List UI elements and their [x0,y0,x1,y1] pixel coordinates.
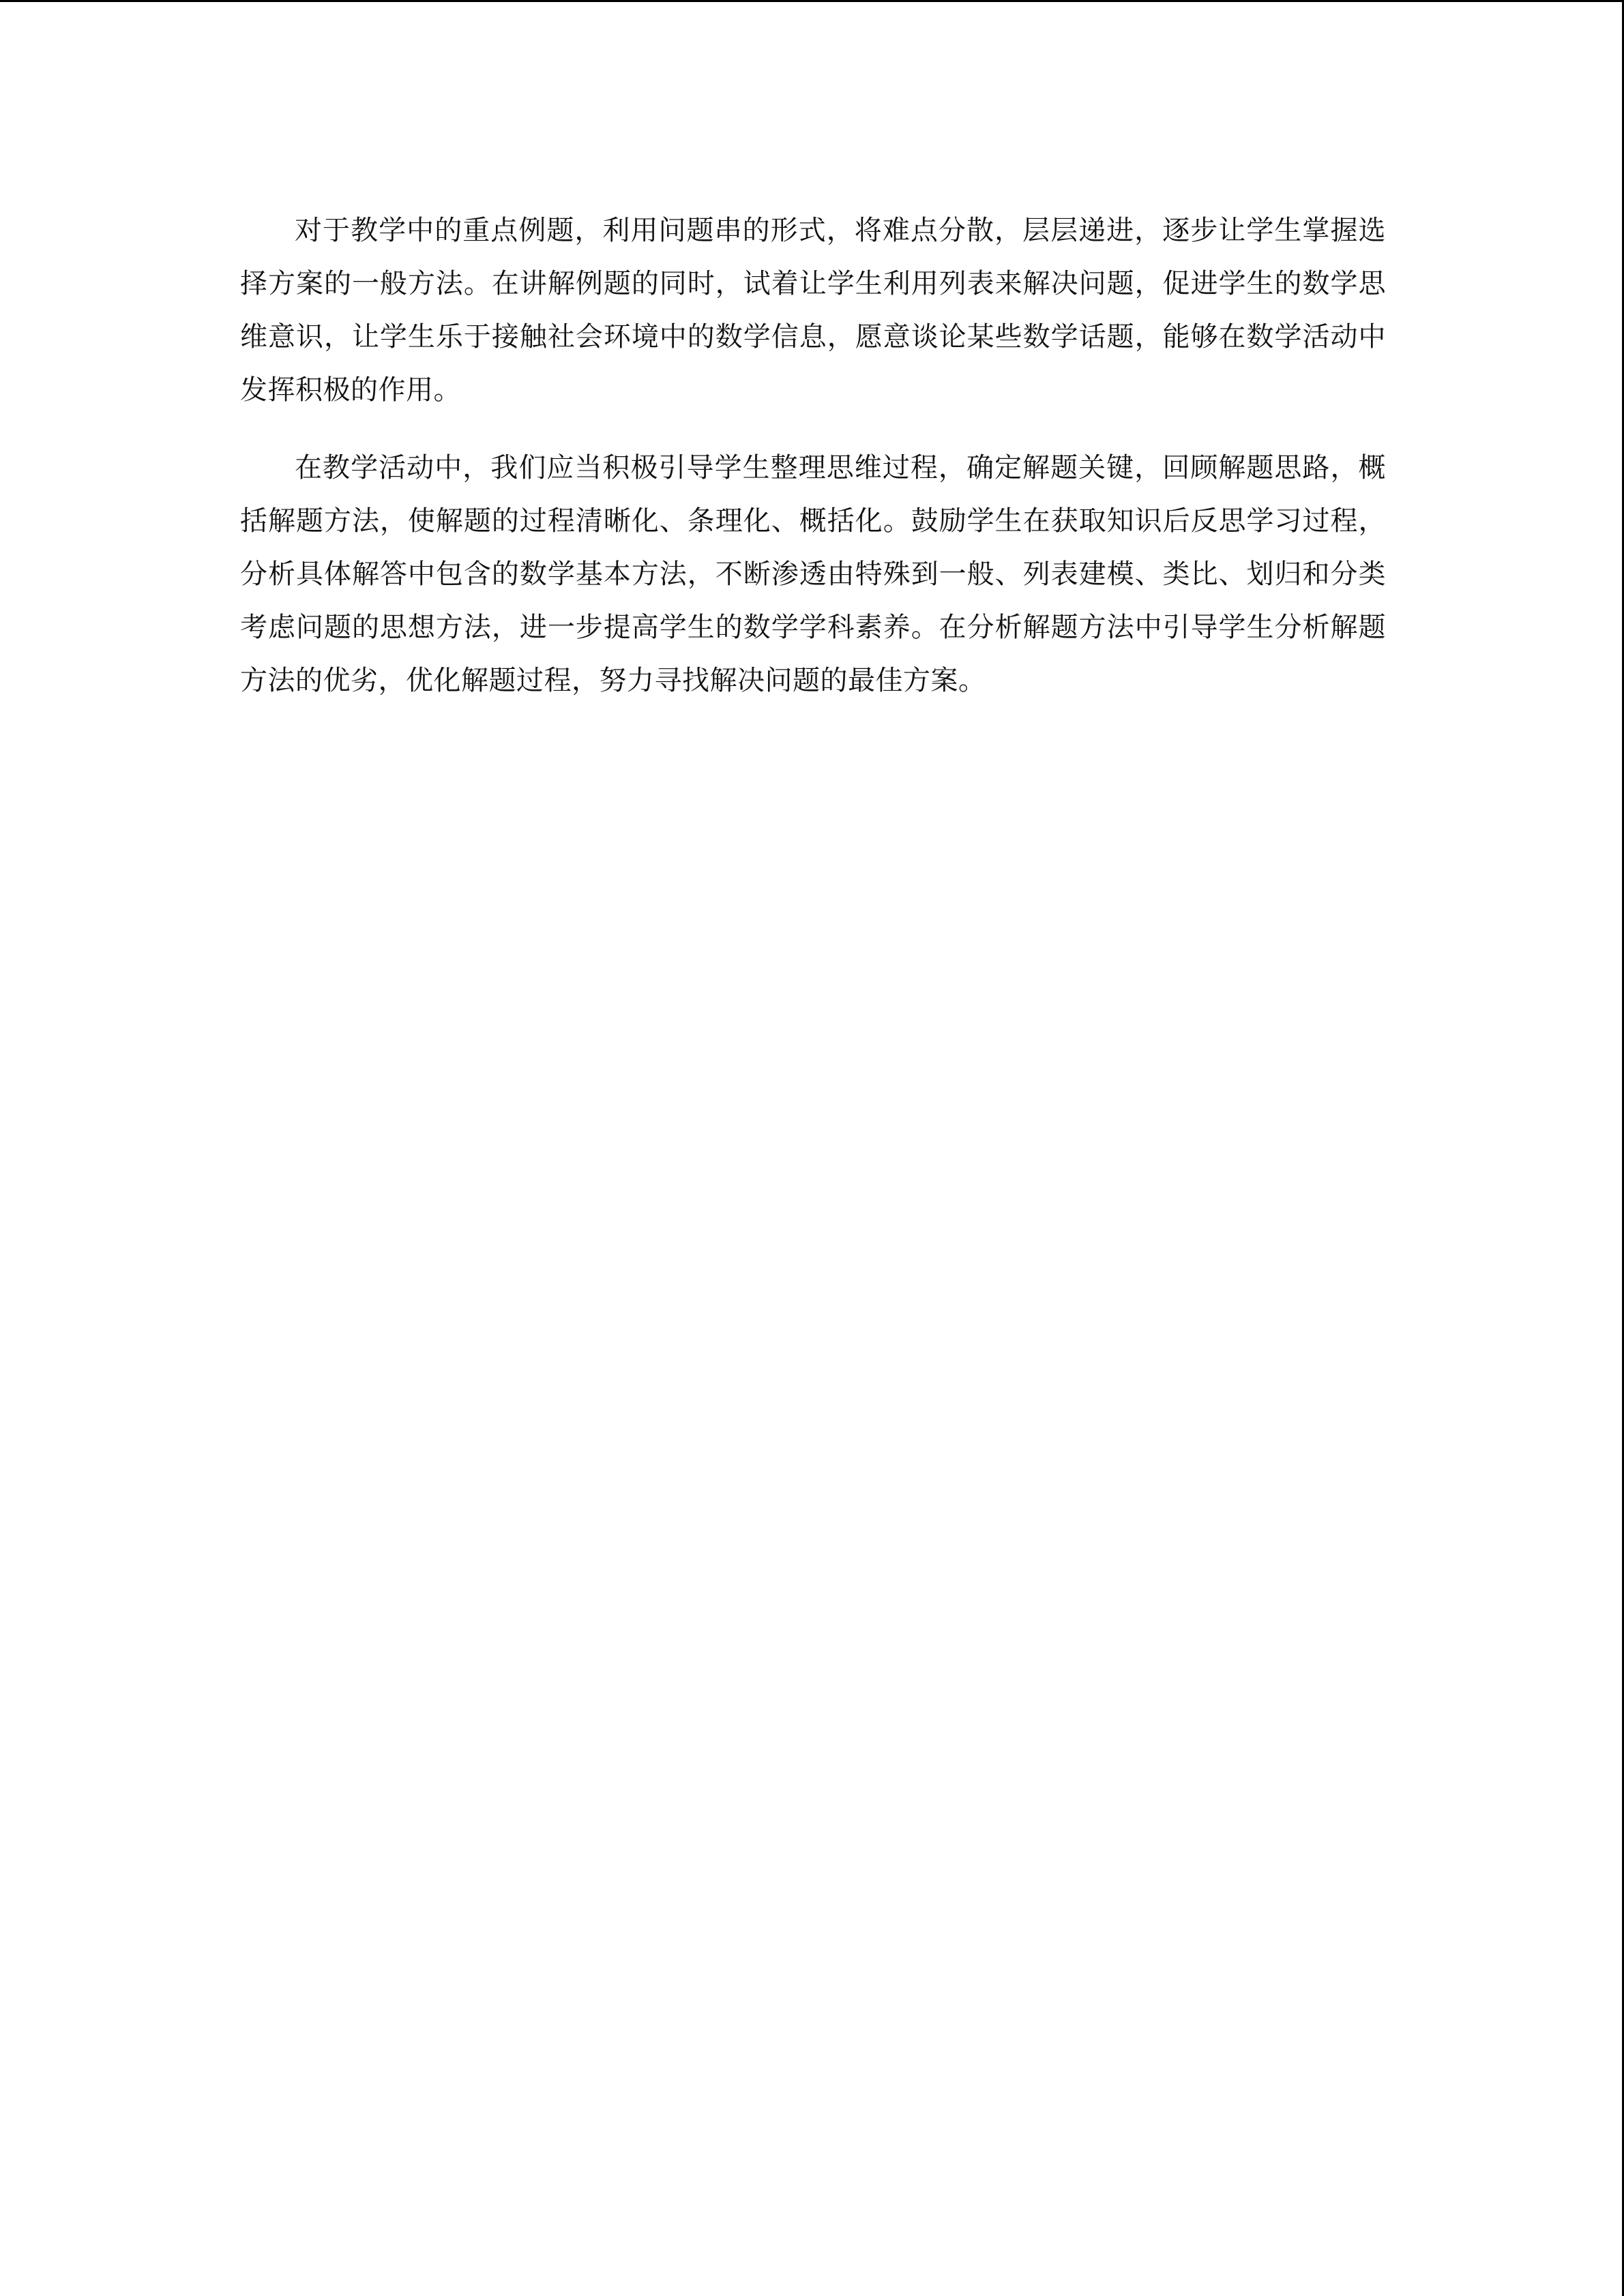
paragraph-1: 对于教学中的重点例题，利用问题串的形式，将难点分散，层层递进，逐步让学生掌握选择方案的一般方法。在讲解例题的同时，试着让学生利用列表来解决问题，促进学生的数学思维意识，让学生乐于接触社会环境中的数学信息，愿意谈论某些数学话题，能够在数学活动中发挥积极的作用。 [240,215,1386,406]
document-body [240,204,1386,707]
paragraph-2: 在教学活动中，我们应当积极引导学生整理思维过程，确定解题关键，回顾解题思路，概括解题方法，使解题的过程清晰化、条理化、概括化。鼓励学生在获取知识后反思学习过程，分析具体解答中包含的数学基本方法，不断渗透由特殊到一般、列表建模、类比、划归和分类考虑问题的思想方法，进一步提高学生的数学学科素养。在分析解题方法中引导学生分析解题方法的优劣，优化解题过程，努力寻找解决问题的最佳方案。 [240,452,1386,696]
